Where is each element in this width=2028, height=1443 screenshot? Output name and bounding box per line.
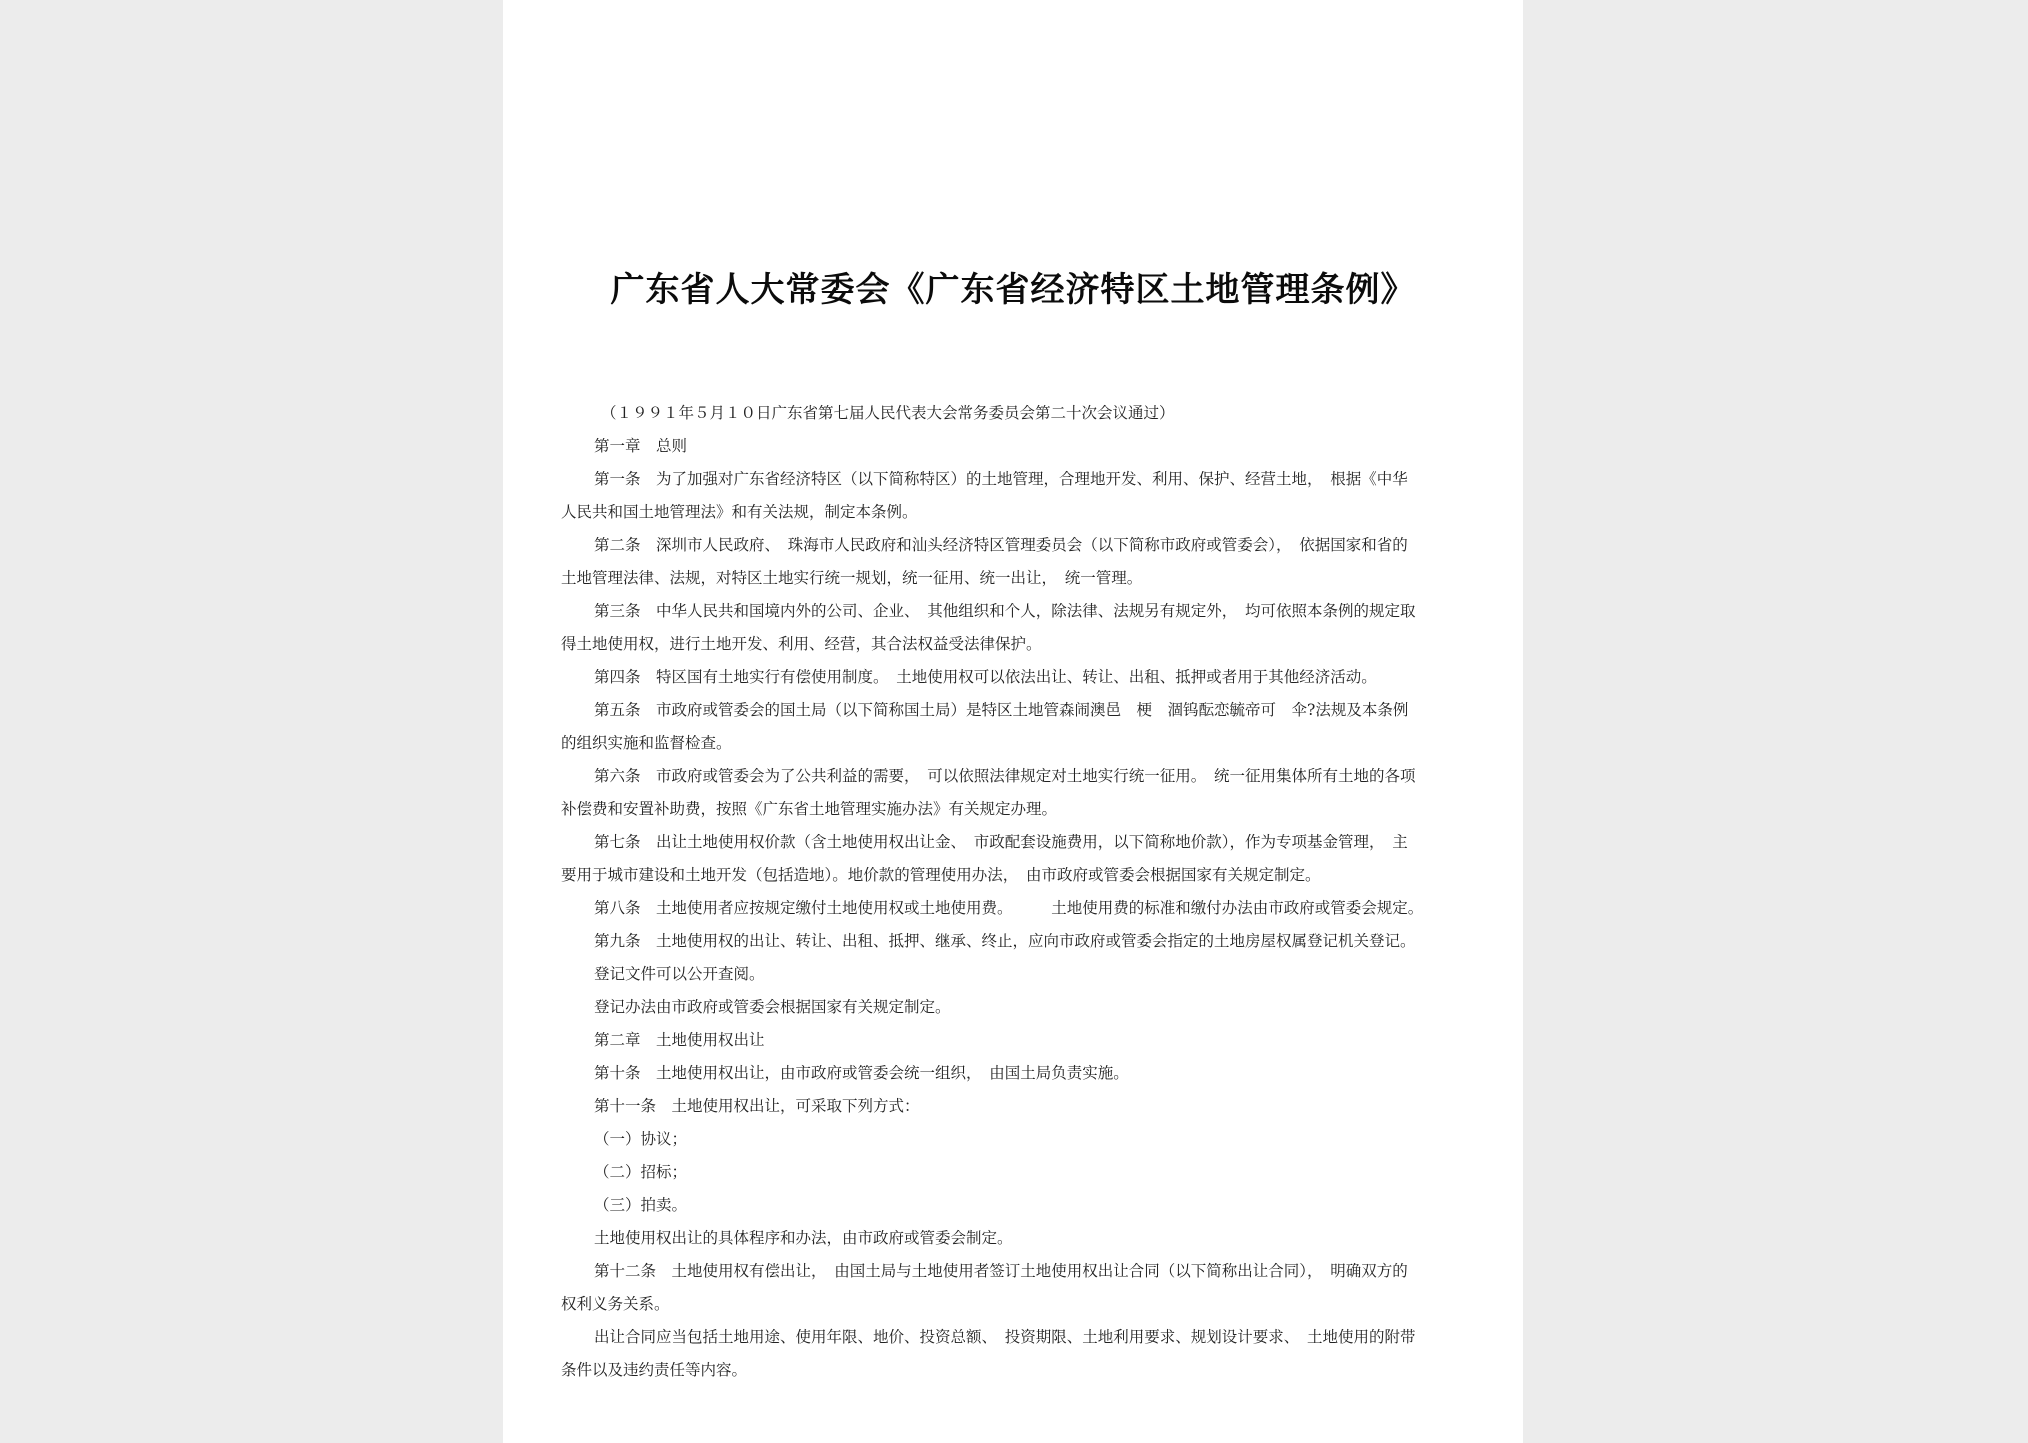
document-line: 第二条 深圳市人民政府、 珠海市人民政府和汕头经济特区管理委员会（以下简称市政府或管委会）， 依据国家和省的 xyxy=(594,536,1408,554)
document-line: 权利义务关系。 xyxy=(561,1295,670,1313)
list-item: （一）协议； xyxy=(594,1130,688,1148)
chapter-heading: 第二章 土地使用权出让 xyxy=(594,1031,765,1049)
document-line: 得土地使用权，进行土地开发、利用、经营，其合法权益受法律保护。 xyxy=(561,635,1042,653)
chapter-heading: 第一章 总则 xyxy=(594,437,688,455)
document-page xyxy=(503,0,1523,1443)
document-line: 土地管理法律、法规，对特区土地实行统一规划，统一征用、统一出让， 统一管理。 xyxy=(561,569,1143,587)
document-line: 登记文件可以公开查阅。 xyxy=(594,965,765,983)
document-line: 补偿费和安置补助费，按照《广东省土地管理实施办法》有关规定办理。 xyxy=(561,800,1058,818)
document-line: 的组织实施和监督检查。 xyxy=(561,734,732,752)
document-line: 第七条 出让土地使用权价款（含土地使用权出让金、 市政配套设施费用，以下简称地价款），作为专项基金管理， 主 xyxy=(594,833,1408,851)
document-line: （１９９１年５月１０日广东省第七届人民代表大会常务委员会第二十次会议通过） xyxy=(601,404,1175,422)
document-line: 第九条 土地使用权的出让、转让、出租、抵押、继承、终止，应向市政府或管委会指定的土地房屋权属登记机关登记。 xyxy=(594,932,1416,950)
document-line: 第十一条 土地使用权出让，可采取下列方式： xyxy=(594,1097,920,1115)
document-line: 第十二条 土地使用权有偿出让， 由国土局与土地使用者签订土地使用权出让合同（以下简称出让合同）， 明确双方的 xyxy=(594,1262,1408,1280)
document-line: 第五条 市政府或管委会的国土局（以下简称国土局）是特区土地管森闹澳邑 梗 涸钨酝恋毓帝可 伞?法规及本条例 xyxy=(594,701,1409,719)
document-line: 人民共和国土地管理法》和有关法规，制定本条例。 xyxy=(561,503,918,521)
document-line: 土地使用权出让的具体程序和办法，由市政府或管委会制定。 xyxy=(594,1229,1013,1247)
document-line: 登记办法由市政府或管委会根据国家有关规定制定。 xyxy=(594,998,951,1016)
document-line: 条件以及违约责任等内容。 xyxy=(561,1361,748,1379)
document-line: 第十条 土地使用权出让，由市政府或管委会统一组织， 由国土局负责实施。 xyxy=(594,1064,1129,1082)
document-line: 第三条 中华人民共和国境内外的公司、企业、 其他组织和个人，除法律、法规另有规定外， 均可依照本条例的规定取 xyxy=(594,602,1416,620)
list-item: （二）招标； xyxy=(594,1163,688,1181)
document-line: 出让合同应当包括土地用途、使用年限、地价、投资总额、 投资期限、土地利用要求、规划设计要求、 土地使用的附带 xyxy=(594,1328,1416,1346)
document-line: 第一条 为了加强对广东省经济特区（以下简称特区）的土地管理，合理地开发、利用、保护、经营土地， 根据《中华 xyxy=(594,470,1408,488)
list-item: （三）拍卖。 xyxy=(594,1196,688,1214)
document-line: 要用于城市建设和土地开发（包括造地）。地价款的管理使用办法， 由市政府或管委会根据国家有关规定制定。 xyxy=(561,866,1321,884)
document-line: 第八条 土地使用者应按规定缴付土地使用权或土地使用费。 土地使用费的标准和缴付办法由市政府或管委会规定。 xyxy=(594,899,1424,917)
document-line: 第六条 市政府或管委会为了公共利益的需要， 可以依照法律规定对土地实行统一征用。 统一征用集体所有土地的各项 xyxy=(594,767,1416,785)
document-body xyxy=(561,397,1471,1387)
document-title: 广东省人大常委会《广东省经济特区土地管理条例》 xyxy=(610,270,1416,310)
document-line: 第四条 特区国有土地实行有偿使用制度。 土地使用权可以依法出让、转让、出租、抵押或者用于其他经济活动。 xyxy=(594,668,1377,686)
